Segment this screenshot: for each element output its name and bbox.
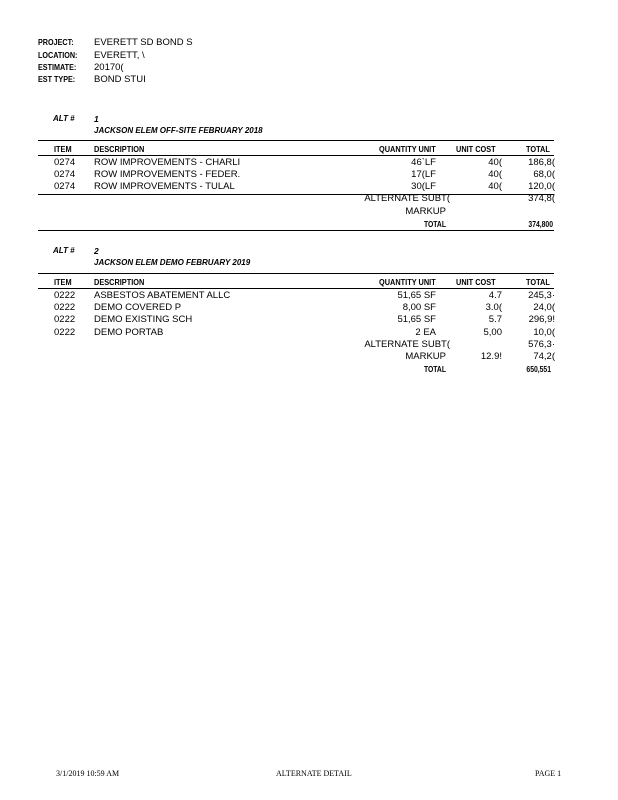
footer-page-number: PAGE 1 — [535, 769, 562, 778]
alt1-rows-rule — [38, 194, 554, 195]
item-total: 296,9! — [528, 314, 555, 325]
estimate-value: 20170( — [94, 62, 124, 73]
item-description: ROW IMPROVEMENTS - TULAL — [94, 181, 235, 192]
alt1-number: 1 — [94, 114, 99, 124]
item-code: 0274 — [54, 157, 76, 168]
alt1-subtotal-label: ALTERNATE SUBT( — [364, 193, 450, 204]
item-quantity: 46`LF — [411, 157, 436, 168]
alt1-title-rule — [38, 140, 554, 141]
project-label: PROJECT: — [38, 38, 74, 47]
alt2-title-rule — [38, 273, 554, 274]
alt2-col-item: ITEM — [54, 278, 72, 287]
alt2-markup-label: MARKUP — [405, 351, 446, 362]
footer-datetime: 3/1/2019 10:59 AM — [56, 769, 120, 778]
alt2-markup-rate: 12.9! — [480, 351, 502, 362]
item-total: 186,8( — [528, 157, 555, 168]
alt1-total-value: 374,800 — [528, 220, 553, 229]
alt2-number: 2 — [94, 246, 99, 256]
alt2-col-description: DESCRIPTION — [94, 278, 145, 287]
item-total: 245,3· — [528, 290, 555, 301]
item-total: 10,0( — [533, 327, 555, 338]
alt2-col-unit-cost: UNIT COST — [456, 278, 496, 287]
alt1-title: JACKSON ELEM OFF-SITE FEBRUARY 2018 — [94, 126, 263, 135]
item-quantity: 30(LF — [411, 181, 436, 192]
alt1-col-description: DESCRIPTION — [94, 145, 145, 154]
alt1-col-quantity-unit: QUANTITY UNIT — [379, 145, 436, 154]
alt1-subtotal-value: 374,8( — [528, 193, 555, 204]
alt2-subtotal-value: 576,3· — [528, 339, 555, 350]
item-unit-cost: 5.7 — [488, 314, 502, 325]
alt2-markup-value: 74,2( — [533, 351, 555, 362]
esttype-label: EST TYPE: — [38, 75, 76, 84]
item-code: 0222 — [54, 327, 76, 338]
location-label: LOCATION: — [38, 51, 78, 60]
alt2-subtotal-label: ALTERNATE SUBT( — [364, 339, 450, 350]
item-quantity: 2 EA — [415, 327, 436, 338]
item-description: ROW IMPROVEMENTS - FEDER. — [94, 169, 241, 180]
item-unit-cost: 3.0( — [485, 302, 502, 313]
location-value: EVERETT, \ — [94, 50, 145, 61]
item-unit-cost: 40( — [488, 181, 502, 192]
item-description: ASBESTOS ABATEMENT ALLC — [94, 290, 231, 301]
item-quantity: 8,00 SF — [402, 302, 436, 313]
item-total: 24,0( — [533, 302, 555, 313]
estimate-label: ESTIMATE: — [38, 63, 77, 72]
item-quantity: 17(LF — [411, 169, 436, 180]
item-quantity: 51,65 SF — [397, 314, 436, 325]
item-description: DEMO EXISTING SCH — [94, 314, 193, 325]
item-description: DEMO COVERED P — [94, 302, 182, 313]
esttype-value: BOND STUI — [94, 74, 146, 85]
project-value: EVERETT SD BOND S — [94, 37, 193, 48]
alt1-label: ALT # — [53, 114, 75, 123]
alt2-title: JACKSON ELEM DEMO FEBRUARY 2019 — [94, 258, 251, 267]
alt2-col-quantity-unit: QUANTITY UNIT — [379, 278, 436, 287]
alt2-header-rule — [38, 288, 554, 289]
item-code: 0274 — [54, 169, 76, 180]
item-code: 0274 — [54, 181, 76, 192]
item-code: 0222 — [54, 314, 76, 325]
item-unit-cost: 4.7 — [488, 290, 502, 301]
alt2-label: ALT # — [53, 246, 75, 255]
alt1-col-unit-cost: UNIT COST — [456, 145, 496, 154]
footer-report-name: ALTERNATE DETAIL — [276, 769, 352, 778]
item-unit-cost: 40( — [488, 169, 502, 180]
item-total: 68,0( — [533, 169, 555, 180]
item-unit-cost: 5,00 — [483, 327, 502, 338]
item-description: ROW IMPROVEMENTS - CHARLI — [94, 157, 241, 168]
alt1-end-rule — [38, 230, 554, 231]
alt1-total-label: TOTAL — [423, 220, 446, 229]
item-total: 120,0( — [528, 181, 555, 192]
alt1-col-item: ITEM — [54, 145, 72, 154]
alt2-total-value: 650,551 — [526, 365, 551, 374]
alt1-col-total: TOTAL — [526, 145, 550, 154]
item-code: 0222 — [54, 290, 76, 301]
item-unit-cost: 40( — [488, 157, 502, 168]
item-code: 0222 — [54, 302, 76, 313]
alt1-markup-label: MARKUP — [405, 206, 446, 217]
item-quantity: 51,65 SF — [397, 290, 436, 301]
alt2-total-label: TOTAL — [423, 365, 446, 374]
alt2-col-total: TOTAL — [526, 278, 550, 287]
alt1-header-rule — [38, 155, 554, 156]
item-description: DEMO PORTAB — [94, 327, 164, 338]
